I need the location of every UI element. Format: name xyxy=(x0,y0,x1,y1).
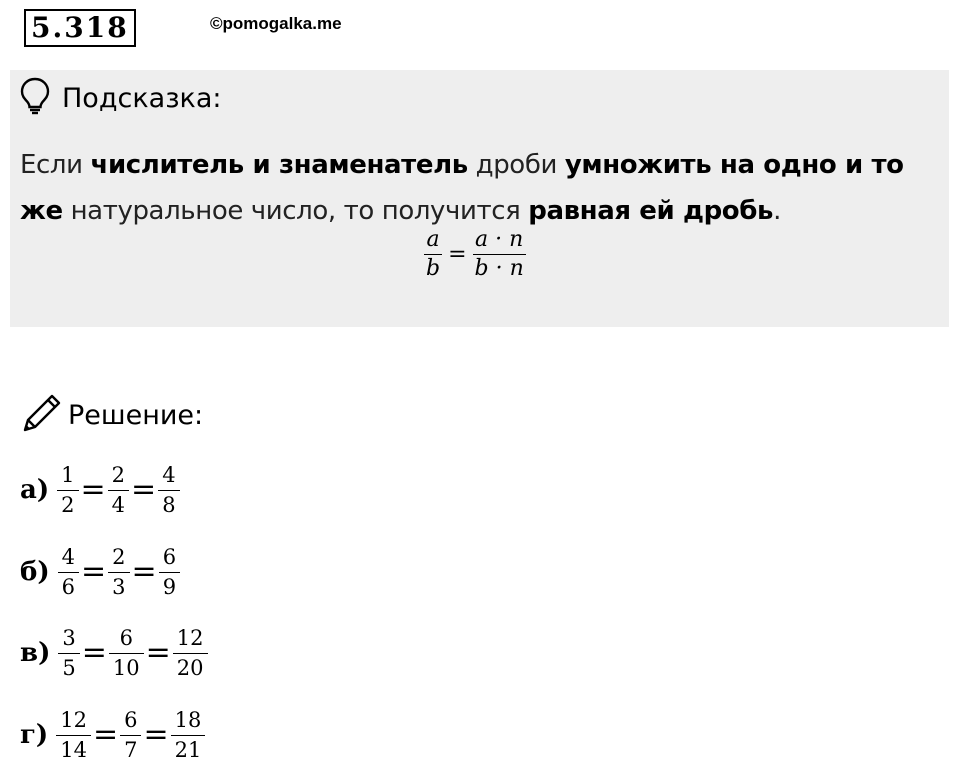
row-letter: г) xyxy=(20,720,49,750)
hint-text-segment: Если xyxy=(20,150,91,180)
solution-row xyxy=(20,541,180,603)
fraction xyxy=(57,461,78,520)
hint-text-segment: натуральное число, то получится xyxy=(62,196,529,226)
fraction-numerator: 6 xyxy=(119,625,133,650)
equals-sign: = xyxy=(131,554,157,589)
fraction-denominator: 8 xyxy=(158,490,179,520)
fraction xyxy=(159,543,180,602)
fraction xyxy=(58,543,79,602)
fraction-denominator: 2 xyxy=(57,490,78,520)
row-letter: в) xyxy=(20,638,51,668)
watermark: ©pomogalka.me xyxy=(210,14,342,33)
row-letter: б) xyxy=(20,557,50,587)
fraction-numerator: 6 xyxy=(124,707,138,732)
equals-sign: = xyxy=(92,717,119,752)
row-letter: а) xyxy=(20,475,50,505)
formula-right-numerator: a · n xyxy=(475,227,524,252)
formula-right-fraction xyxy=(473,226,526,283)
fraction xyxy=(173,624,208,683)
equals-sign: = xyxy=(80,472,106,507)
fraction-denominator: 21 xyxy=(171,735,206,765)
equals-sign: = xyxy=(131,472,157,507)
fraction-numerator: 6 xyxy=(162,544,177,569)
fraction-numerator: 12 xyxy=(176,625,204,650)
fraction-denominator: 6 xyxy=(58,572,79,602)
hint-text-bold: равная ей дробь xyxy=(528,196,774,226)
fraction-numerator: 4 xyxy=(61,544,76,569)
fraction xyxy=(58,624,79,683)
fraction xyxy=(109,624,144,683)
solution-header xyxy=(22,393,203,437)
fraction xyxy=(158,461,179,520)
fraction xyxy=(120,706,141,765)
fraction-denominator: 5 xyxy=(58,653,79,683)
fraction-numerator: 2 xyxy=(112,544,126,569)
fraction-numerator: 18 xyxy=(174,707,202,732)
fraction-denominator: 3 xyxy=(108,572,129,602)
fraction-denominator: 10 xyxy=(109,653,144,683)
solution-title: Решение: xyxy=(68,399,204,431)
formula-right-denominator: b · n xyxy=(474,256,524,281)
equals-sign: = xyxy=(143,717,169,752)
hint-text xyxy=(20,142,940,234)
solution-row xyxy=(20,622,208,684)
hint-formula xyxy=(424,226,526,283)
equals-sign: = xyxy=(81,554,107,589)
problem-number: 5.318 xyxy=(24,9,136,47)
pencil-icon xyxy=(22,393,62,437)
formula-left-denominator: b xyxy=(426,256,441,281)
fraction xyxy=(171,706,206,765)
fraction xyxy=(56,706,91,765)
solution-row xyxy=(20,459,180,521)
fraction-numerator: 3 xyxy=(62,625,76,650)
formula-left-fraction xyxy=(424,226,442,283)
fraction-numerator: 2 xyxy=(111,462,126,487)
equals-sign: = xyxy=(81,635,107,670)
fraction-numerator: 12 xyxy=(60,707,87,732)
fraction-denominator: 7 xyxy=(120,735,141,765)
fraction-denominator: 14 xyxy=(56,735,91,765)
fraction-denominator: 9 xyxy=(159,572,180,602)
hint-text-bold: умножить на одно и то же xyxy=(20,150,904,226)
hint-text-segment: . xyxy=(773,196,781,226)
fraction xyxy=(108,543,129,602)
equals-sign: = xyxy=(145,635,171,670)
formula-left-numerator: a xyxy=(426,227,440,252)
fraction-denominator: 4 xyxy=(108,490,129,520)
fraction-numerator: 1 xyxy=(61,462,75,487)
hint-text-bold: числитель и знаменатель xyxy=(90,150,468,180)
hint-title: Подсказка: xyxy=(62,82,222,114)
fraction-numerator: 4 xyxy=(162,462,176,487)
fraction xyxy=(108,461,129,520)
lightbulb-icon xyxy=(20,77,50,119)
fraction-denominator: 20 xyxy=(173,653,208,683)
hint-text-segment: дроби xyxy=(467,150,565,180)
solution-row xyxy=(20,704,205,766)
formula-equals: = xyxy=(448,242,467,267)
hint-header xyxy=(20,78,222,118)
